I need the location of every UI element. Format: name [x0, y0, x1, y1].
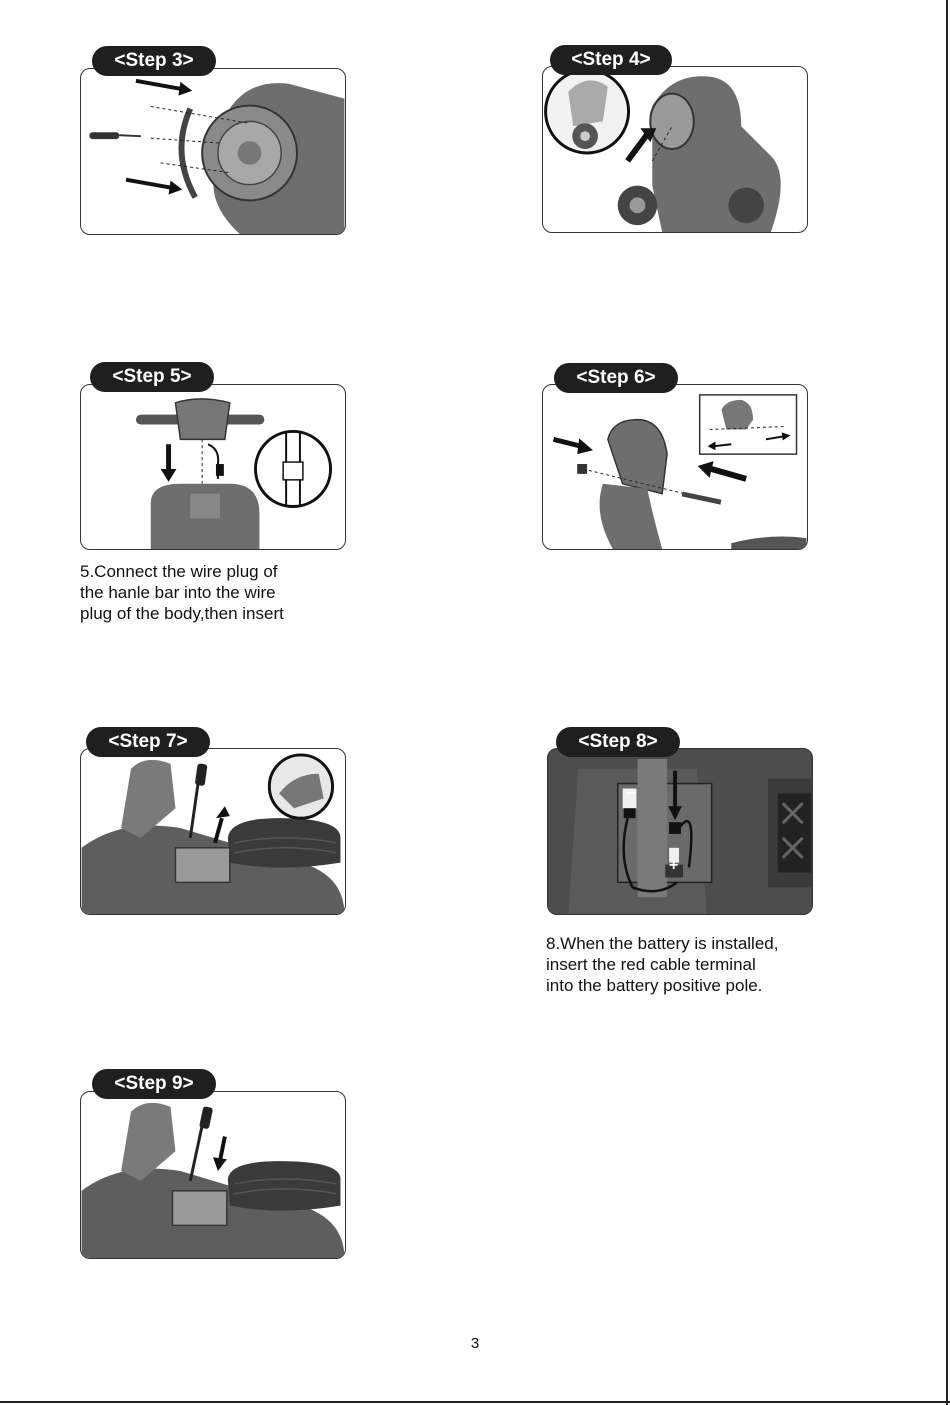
- step-8-label: <Step 8>: [556, 727, 680, 757]
- step-5-label: <Step 5>: [90, 362, 214, 392]
- step-8-caption: [546, 933, 778, 996]
- step-6-label: <Step 6>: [554, 363, 678, 393]
- step-7-illustration: [80, 748, 346, 915]
- step-5-caption: [80, 561, 284, 624]
- positive-terminal-label: +: [669, 857, 679, 874]
- step-8-illustration: [547, 748, 813, 915]
- page-border: [0, 1401, 950, 1403]
- step-9-label: <Step 9>: [92, 1069, 216, 1099]
- step-6-illustration: [542, 384, 808, 550]
- caption-line: 8.When the battery is installed,: [546, 934, 779, 953]
- caption-line: the hanle bar into the wire: [80, 583, 276, 602]
- step-3-illustration: [80, 68, 346, 235]
- negative-terminal-label: −: [626, 783, 637, 803]
- caption-line: plug of the body,then insert: [80, 604, 284, 623]
- step-7-label: <Step 7>: [86, 727, 210, 757]
- caption-line: into the battery positive pole.: [546, 976, 763, 995]
- step-4-illustration: [542, 66, 808, 233]
- page-border: [946, 0, 948, 1405]
- caption-line: 5.Connect the wire plug of: [80, 562, 278, 581]
- step-3-label: <Step 3>: [92, 46, 216, 76]
- step-5-illustration: [80, 384, 346, 550]
- step-4-label: <Step 4>: [550, 45, 672, 75]
- caption-line: insert the red cable terminal: [546, 955, 756, 974]
- page-number: 3: [470, 1335, 480, 1352]
- step-9-illustration: [80, 1091, 346, 1259]
